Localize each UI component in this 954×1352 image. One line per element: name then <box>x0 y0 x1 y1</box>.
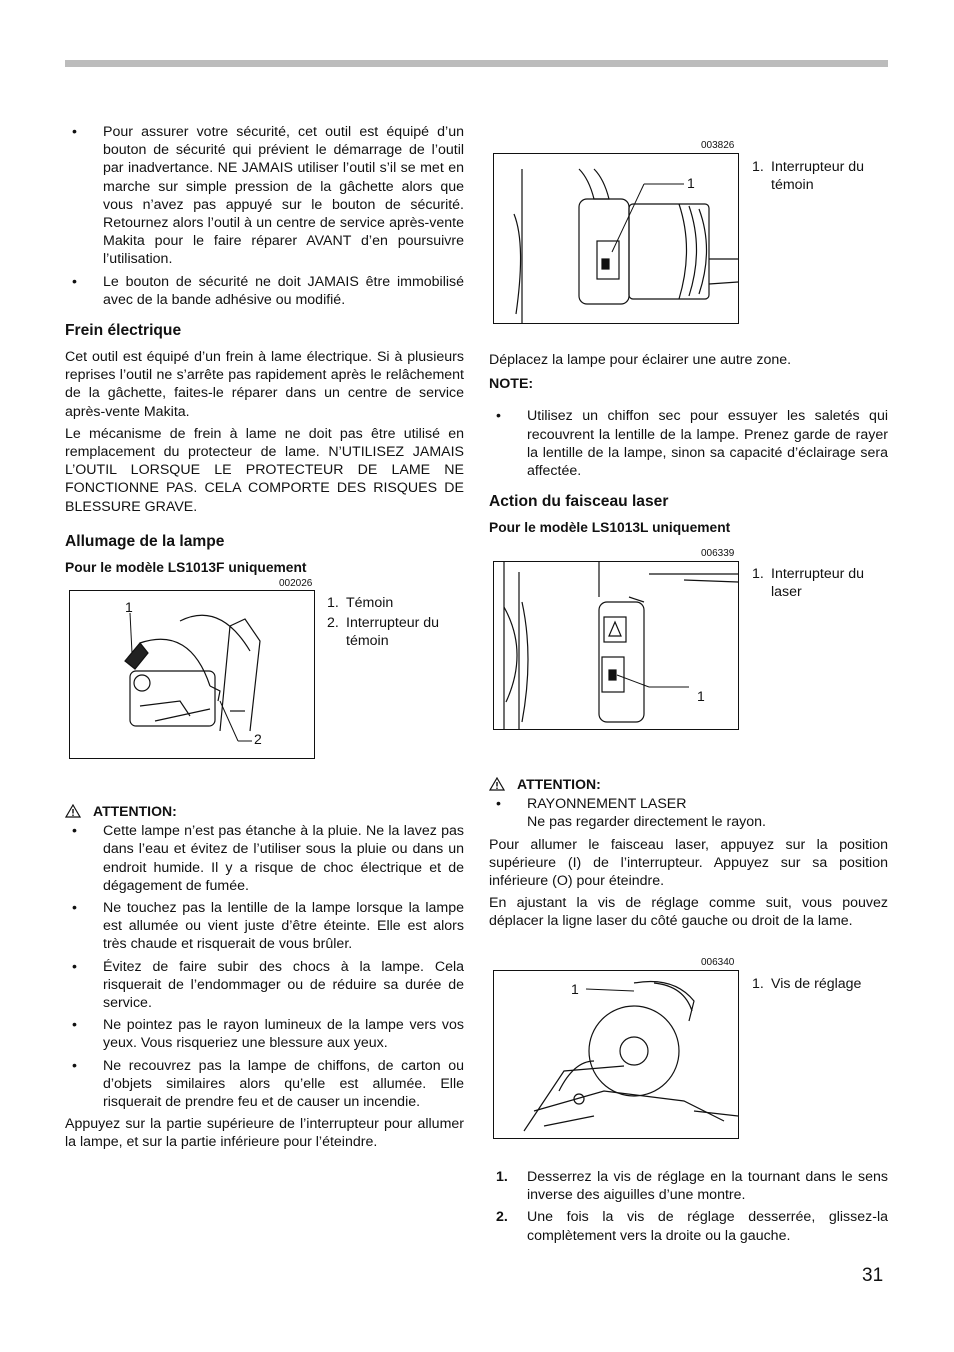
figure-legend <box>327 594 467 653</box>
brake-paragraph: Le mécanisme de frein à lame ne doit pas être utilisé en remplacement du protecteur de lame. N’UTILISEZ JAMAIS L’OUTIL LORSQUE LE PROTECTEUR DE LAME NE FONCTIONNE PAS. CELA COMPORTE DES RISQUES DE BLESSURE GRAVE. <box>65 425 464 515</box>
lamp-heading: Allumage de la lampe <box>65 532 225 550</box>
figure-code: 003826 <box>701 140 735 151</box>
warning-triangle-icon <box>65 804 81 818</box>
attention-bullet: • Ne recouvrez pas la lampe de chiffons, de carton ou d’objets similaires alors qu’elle est allumée. Elle risquerait de prendre feu et de causer un incendie. <box>72 1057 464 1111</box>
lamp-switch-illustration <box>494 154 738 323</box>
attention-bullet: • Ne pointez pas le rayon lumineux de la lampe vers vos yeux. Vous risqueriez une blessure aux yeux. <box>72 1017 464 1052</box>
figure-code: 006340 <box>701 957 735 968</box>
callout-1: 1 <box>687 175 695 191</box>
brake-paragraph: Cet outil est équipé d’un frein à lame électrique. Si à plusieurs reprises l’outil ne s’arrête pas rapidement après le relâchement de la gâchette, faites-le réparer dans un centre de service après-vente Makita. <box>65 349 464 420</box>
brake-heading: Frein électrique <box>65 322 182 340</box>
miter-saw-illustration <box>494 971 738 1138</box>
lamp-model-note: Pour le modèle LS1013F uniquement <box>65 559 307 575</box>
right-column-middle <box>489 775 888 935</box>
laser-model-note: Pour le modèle LS1013L uniquement <box>489 520 731 536</box>
callout-1: 1 <box>125 599 133 615</box>
left-column <box>65 123 464 580</box>
right-column-steps <box>489 1168 888 1249</box>
adjust-screw-figure <box>493 970 739 1139</box>
laser-paragraph: Pour allumer le faisceau laser, appuyez sur la position supérieure (I) de l’interrupteur. Appuyez sur sa position inférieure (O) pour éteindre. <box>489 836 888 890</box>
legend-item: 2. Interrupteur du témoin <box>327 615 440 650</box>
legend-item: 1. Interrupteur du laser <box>752 566 865 601</box>
switch-paragraph: Appuyez sur la partie supérieure de l’interrupteur pour allumer la lampe, et sur la partie inférieure pour l’éteindre. <box>65 1116 464 1151</box>
figure-code: 002026 <box>279 578 313 589</box>
laser-heading: Action du faisceau laser <box>489 493 669 511</box>
attention-bullet: • Cette lampe n’est pas étanche à la pluie. Ne la lavez pas dans l’eau et évitez de l’utiliser sous la pluie ou dans un endroit humide. Il y a risque de choc électrique et de dégagement de fumée. <box>72 823 464 894</box>
move-lamp-text: Déplacez la lampe pour éclairer une autre zone. <box>489 352 792 368</box>
laser-switch-figure <box>493 561 739 730</box>
attention-heading: ATTENTION: <box>65 802 464 820</box>
laser-paragraph: En ajustant la vis de réglage comme suit, vous pouvez déplacer la ligne laser du côté gauche ou droit de la lame. <box>489 895 888 930</box>
right-column-upper <box>489 351 888 540</box>
figure-code: 006339 <box>701 548 735 559</box>
legend-item: 1. Interrupteur du témoin <box>752 159 865 194</box>
attention-heading: ATTENTION: <box>489 775 888 793</box>
legend-item: 1. Vis de réglage <box>752 976 862 992</box>
left-lower-column <box>65 802 464 1156</box>
legend-item: 1. Témoin <box>327 595 394 611</box>
miter-saw-lamp-illustration <box>70 591 314 758</box>
figure-legend <box>752 975 888 995</box>
warning-triangle-icon <box>489 777 505 791</box>
header-rule <box>65 60 888 67</box>
safety-bullet: • Pour assurer votre sécurité, cet outil est équipé d’un bouton de sécurité qui prévient le démarrage de l’outil par inadvertance. NE JAMAIS utiliser l’outil s’il se met en marche sur simple pression de la gâchette alors que vous n’avez pas appuyé sur le bouton de sécurité. Retournez alors l’outil à un centre de service après-vente Makita pour le faire réparer AVANT d’en poursuivre l’utilisation. <box>72 124 464 268</box>
figure-legend <box>752 565 888 603</box>
callout-1: 1 <box>571 981 579 997</box>
callout-2: 2 <box>254 731 262 747</box>
attention-bullet: • Ne touchez pas la lentille de la lampe lorsque la lampe est allumée ou vient juste d’être éteinte. Elle est alors très chaude et risquerait de vous brûler. <box>72 900 464 953</box>
page-number: 31 <box>862 1265 884 1286</box>
lamp-switch-figure <box>493 153 739 324</box>
note-bullet: • Utilisez un chiffon sec pour essuyer les saletés qui recouvrent la lentille de la lampe. Prenez garde de rayer la lentille de la lampe, sinon sa capacité d’éclairage sera affectée. <box>496 408 888 480</box>
step-item: 1. Desserrez la vis de réglage en la tournant dans le sens inverse des aiguilles d’une montre. <box>496 1169 888 1204</box>
step-item: 2. Une fois la vis de réglage desserrée, glissez-la complètement vers la droite ou la gauche. <box>496 1209 888 1244</box>
note-label: NOTE: <box>489 376 534 393</box>
figure-legend <box>752 158 888 196</box>
safety-bullet: • Le bouton de sécurité ne doit JAMAIS être immobilisé avec de la bande adhésive ou modifié. <box>72 273 464 308</box>
laser-warning-bullet: • RAYONNEMENT LASER Ne pas regarder directement le rayon. <box>496 796 766 831</box>
callout-1: 1 <box>697 688 705 704</box>
attention-bullet: • Évitez de faire subir des chocs à la lampe. Cela risquerait de l’endommager ou de réduire sa durée de service. <box>72 958 464 1012</box>
lamp-figure <box>69 590 315 759</box>
